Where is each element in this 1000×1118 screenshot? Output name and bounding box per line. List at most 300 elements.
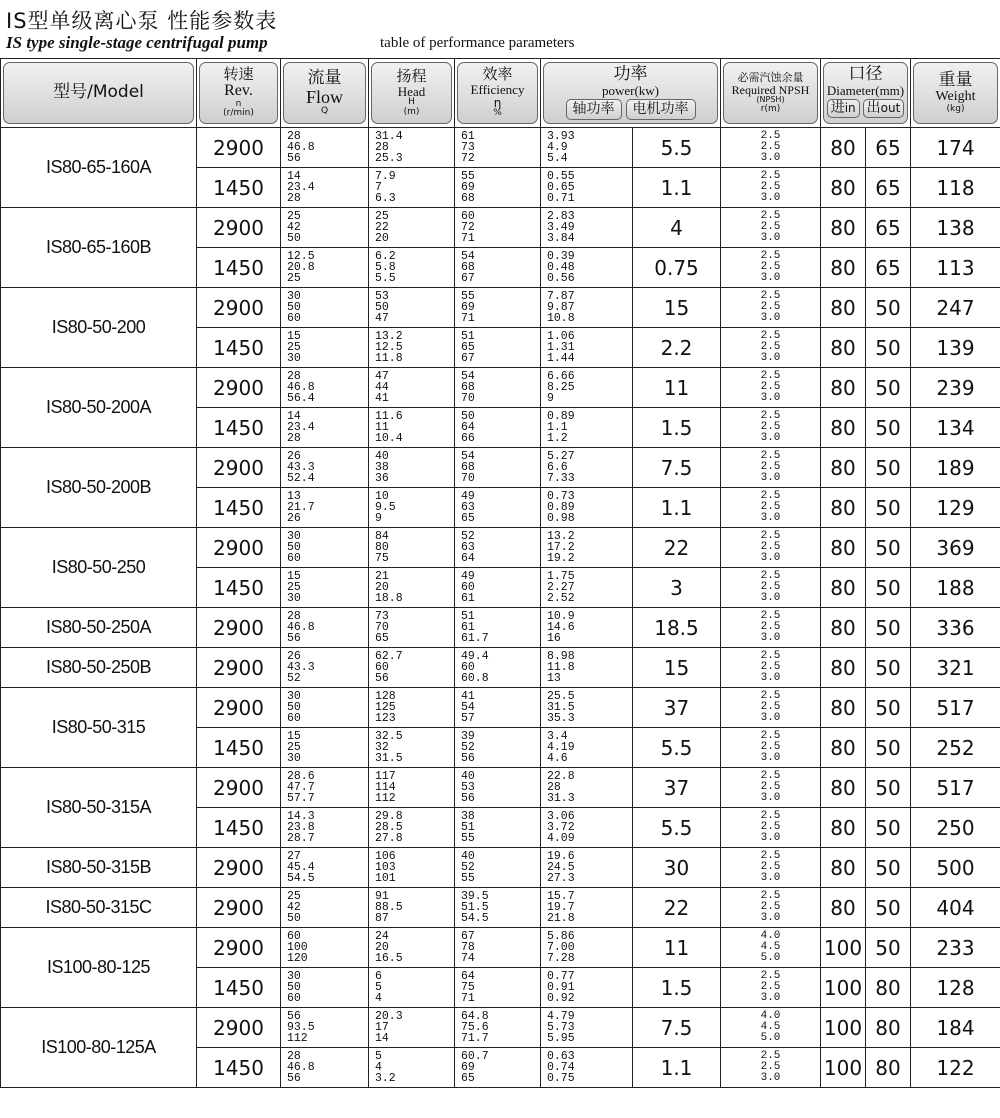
rev-cell: 1450 <box>197 488 281 528</box>
diameter-out-cell: 65 <box>866 128 911 168</box>
head-cell: 73 70 65 <box>369 608 455 648</box>
model-cell: IS100-80-125 <box>1 928 197 1008</box>
flow-cell: 26 43.3 52 <box>281 648 369 688</box>
diameter-out-cell: 50 <box>866 688 911 728</box>
model-cell: IS80-50-250 <box>1 528 197 608</box>
header-head-unit: (m) <box>403 106 420 117</box>
diameter-out-cell: 65 <box>866 208 911 248</box>
header-model <box>1 59 197 128</box>
weight-cell: 369 <box>911 528 1000 568</box>
motor-power-cell: 15 <box>633 288 721 328</box>
weight-cell: 250 <box>911 808 1000 848</box>
head-cell: 31.4 28 25.3 <box>369 128 455 168</box>
table-body <box>1 128 1000 1088</box>
header-rev <box>197 59 281 128</box>
header-eff-zh: 效率 <box>482 65 513 84</box>
head-cell: 53 50 47 <box>369 288 455 328</box>
header-wt-unit: (kg) <box>946 103 965 114</box>
efficiency-cell: 39 52 56 <box>455 728 541 768</box>
efficiency-cell: 61 73 72 <box>455 128 541 168</box>
header-efficiency <box>455 59 541 128</box>
header-npsh-unit: r(m) <box>760 103 781 114</box>
npsh-cell: 2.5 2.5 3.0 <box>721 608 821 648</box>
flow-cell: 25 42 50 <box>281 888 369 928</box>
flow-cell: 26 43.3 52.4 <box>281 448 369 488</box>
flow-cell: 15 25 30 <box>281 728 369 768</box>
weight-cell: 404 <box>911 888 1000 928</box>
motor-power-cell: 2.2 <box>633 328 721 368</box>
head-cell: 25 22 20 <box>369 208 455 248</box>
efficiency-cell: 67 78 74 <box>455 928 541 968</box>
efficiency-cell: 52 63 64 <box>455 528 541 568</box>
rev-cell: 1450 <box>197 1048 281 1088</box>
motor-power-cell: 11 <box>633 928 721 968</box>
motor-power-cell: 11 <box>633 368 721 408</box>
rev-cell: 2900 <box>197 208 281 248</box>
motor-power-cell: 1.5 <box>633 408 721 448</box>
rev-cell: 1450 <box>197 968 281 1008</box>
motor-power-cell: 0.75 <box>633 248 721 288</box>
diameter-in-cell: 80 <box>821 568 866 608</box>
flow-cell: 15 25 30 <box>281 328 369 368</box>
weight-cell: 128 <box>911 968 1000 1008</box>
flow-cell: 28.6 47.7 57.7 <box>281 768 369 808</box>
head-cell: 106 103 101 <box>369 848 455 888</box>
flow-cell: 30 50 60 <box>281 288 369 328</box>
efficiency-cell: 60 72 71 <box>455 208 541 248</box>
rev-cell: 2900 <box>197 1008 281 1048</box>
flow-cell: 30 50 60 <box>281 528 369 568</box>
header-weight <box>911 59 1000 128</box>
diameter-out-cell: 65 <box>866 168 911 208</box>
header-npsh-en: Required NPSH <box>731 82 810 97</box>
rev-cell: 2900 <box>197 128 281 168</box>
header-head-en: Head <box>397 83 426 99</box>
diameter-in-cell: 80 <box>821 728 866 768</box>
head-cell: 21 20 18.8 <box>369 568 455 608</box>
table-row <box>1 528 1000 568</box>
rev-cell: 1450 <box>197 568 281 608</box>
header-flow-sym: Q <box>320 105 329 116</box>
head-cell: 32.5 32 31.5 <box>369 728 455 768</box>
efficiency-cell: 51 61 61.7 <box>455 608 541 648</box>
diameter-in-cell: 100 <box>821 1008 866 1048</box>
diameter-out-cell: 50 <box>866 448 911 488</box>
efficiency-cell: 39.5 51.5 54.5 <box>455 888 541 928</box>
flow-cell: 28 46.8 56.4 <box>281 368 369 408</box>
model-cell: IS100-80-125A <box>1 1008 197 1088</box>
npsh-cell: 2.5 2.5 3.0 <box>721 968 821 1008</box>
model-cell: IS80-50-250B <box>1 648 197 688</box>
model-cell: IS80-50-315 <box>1 688 197 768</box>
header-head-sym: H <box>408 97 415 108</box>
flow-cell: 12.5 20.8 25 <box>281 248 369 288</box>
rev-cell: 1450 <box>197 408 281 448</box>
diameter-in-cell: 80 <box>821 408 866 448</box>
rev-cell: 2900 <box>197 288 281 328</box>
diameter-in-cell: 100 <box>821 1048 866 1088</box>
flow-cell: 15 25 30 <box>281 568 369 608</box>
shaft-power-cell: 3.4 4.19 4.6 <box>541 728 633 768</box>
flow-cell: 14 23.4 28 <box>281 408 369 448</box>
npsh-cell: 2.5 2.5 3.0 <box>721 688 821 728</box>
header-rev-unit: (r/min) <box>223 108 254 119</box>
diameter-out-cell: 50 <box>866 608 911 648</box>
npsh-cell: 2.5 2.5 3.0 <box>721 808 821 848</box>
weight-cell: 174 <box>911 128 1000 168</box>
header-flow <box>281 59 369 128</box>
npsh-cell: 2.5 2.5 3.0 <box>721 248 821 288</box>
table-row <box>1 848 1000 888</box>
flow-cell: 28 46.8 56 <box>281 128 369 168</box>
flow-cell: 28 46.8 56 <box>281 608 369 648</box>
head-cell: 29.8 28.5 27.8 <box>369 808 455 848</box>
head-cell: 5 4 3.2 <box>369 1048 455 1088</box>
motor-power-cell: 30 <box>633 848 721 888</box>
head-cell: 11.6 11 10.4 <box>369 408 455 448</box>
shaft-power-cell: 0.55 0.65 0.71 <box>541 168 633 208</box>
diameter-out-cell: 50 <box>866 928 911 968</box>
diameter-out-cell: 50 <box>866 808 911 848</box>
rev-cell: 2900 <box>197 928 281 968</box>
model-cell: IS80-65-160A <box>1 128 197 208</box>
flow-cell: 14.3 23.8 28.7 <box>281 808 369 848</box>
table-row <box>1 768 1000 808</box>
header-motor-power: 电机功率 <box>626 99 696 120</box>
model-cell: IS80-50-200 <box>1 288 197 368</box>
shaft-power-cell: 19.6 24.5 27.3 <box>541 848 633 888</box>
rev-cell: 1450 <box>197 328 281 368</box>
rev-cell: 1450 <box>197 728 281 768</box>
header-wt-zh: 重量 <box>938 70 973 91</box>
header-diameter <box>821 59 911 128</box>
shaft-power-cell: 6.66 8.25 9 <box>541 368 633 408</box>
efficiency-cell: 40 52 55 <box>455 848 541 888</box>
table-row <box>1 368 1000 408</box>
rev-cell: 2900 <box>197 448 281 488</box>
head-cell: 7.9 7 6.3 <box>369 168 455 208</box>
head-cell: 91 88.5 87 <box>369 888 455 928</box>
shaft-power-cell: 0.77 0.91 0.92 <box>541 968 633 1008</box>
header-eff-unit: % <box>493 108 502 119</box>
weight-cell: 122 <box>911 1048 1000 1088</box>
shaft-power-cell: 2.83 3.49 3.84 <box>541 208 633 248</box>
rev-cell: 1450 <box>197 248 281 288</box>
diameter-out-cell: 80 <box>866 968 911 1008</box>
flow-cell: 30 50 60 <box>281 688 369 728</box>
motor-power-cell: 37 <box>633 768 721 808</box>
npsh-cell: 2.5 2.5 3.0 <box>721 768 821 808</box>
header-flow-zh: 流量 <box>307 67 342 88</box>
shaft-power-cell: 15.7 19.7 21.8 <box>541 888 633 928</box>
title-english-subtitle: table of performance parameters <box>380 35 575 51</box>
shaft-power-cell: 0.63 0.74 0.75 <box>541 1048 633 1088</box>
weight-cell: 138 <box>911 208 1000 248</box>
diameter-out-cell: 50 <box>866 488 911 528</box>
diameter-in-cell: 80 <box>821 328 866 368</box>
rev-cell: 2900 <box>197 768 281 808</box>
model-cell: IS80-65-160B <box>1 208 197 288</box>
diameter-in-cell: 80 <box>821 888 866 928</box>
title-chinese: IS型单级离心泵 性能参数表 <box>6 9 278 33</box>
efficiency-cell: 64.8 75.6 71.7 <box>455 1008 541 1048</box>
weight-cell: 184 <box>911 1008 1000 1048</box>
diameter-in-cell: 80 <box>821 528 866 568</box>
header-wt-en: Weight <box>935 88 976 104</box>
motor-power-cell: 18.5 <box>633 608 721 648</box>
header-power-en: power(kw) <box>601 82 660 98</box>
weight-cell: 252 <box>911 728 1000 768</box>
header-rev-en: Rev. <box>224 82 253 100</box>
head-cell: 6 5 4 <box>369 968 455 1008</box>
header-eff-sym: η <box>493 95 502 110</box>
flow-cell: 25 42 50 <box>281 208 369 248</box>
header-eff-en: Efficiency <box>470 82 525 98</box>
weight-cell: 139 <box>911 328 1000 368</box>
head-cell: 24 20 16.5 <box>369 928 455 968</box>
npsh-cell: 2.5 2.5 3.0 <box>721 448 821 488</box>
head-cell: 84 80 75 <box>369 528 455 568</box>
flow-cell: 30 50 60 <box>281 968 369 1008</box>
weight-cell: 500 <box>911 848 1000 888</box>
table-row <box>1 688 1000 728</box>
flow-cell: 28 46.8 56 <box>281 1048 369 1088</box>
diameter-in-cell: 80 <box>821 608 866 648</box>
efficiency-cell: 55 69 68 <box>455 168 541 208</box>
diameter-in-cell: 80 <box>821 488 866 528</box>
diameter-in-cell: 80 <box>821 168 866 208</box>
model-cell: IS80-50-315B <box>1 848 197 888</box>
shaft-power-cell: 10.9 14.6 16 <box>541 608 633 648</box>
header-dia-zh: 口径 <box>848 64 883 84</box>
npsh-cell: 2.5 2.5 3.0 <box>721 408 821 448</box>
diameter-out-cell: 80 <box>866 1048 911 1088</box>
flow-cell: 56 93.5 112 <box>281 1008 369 1048</box>
motor-power-cell: 1.5 <box>633 968 721 1008</box>
head-cell: 40 38 36 <box>369 448 455 488</box>
diameter-in-cell: 80 <box>821 368 866 408</box>
npsh-cell: 2.5 2.5 3.0 <box>721 208 821 248</box>
shaft-power-cell: 5.27 6.6 7.33 <box>541 448 633 488</box>
shaft-power-cell: 0.73 0.89 0.98 <box>541 488 633 528</box>
diameter-in-cell: 80 <box>821 848 866 888</box>
npsh-cell: 2.5 2.5 3.0 <box>721 648 821 688</box>
weight-cell: 134 <box>911 408 1000 448</box>
npsh-cell: 2.5 2.5 3.0 <box>721 368 821 408</box>
shaft-power-cell: 25.5 31.5 35.3 <box>541 688 633 728</box>
weight-cell: 247 <box>911 288 1000 328</box>
table-row <box>1 448 1000 488</box>
efficiency-cell: 54 68 67 <box>455 248 541 288</box>
weight-cell: 239 <box>911 368 1000 408</box>
header-dia-en: Diameter(mm) <box>826 82 905 98</box>
weight-cell: 233 <box>911 928 1000 968</box>
head-cell: 6.2 5.8 5.5 <box>369 248 455 288</box>
motor-power-cell: 1.1 <box>633 1048 721 1088</box>
motor-power-cell: 22 <box>633 528 721 568</box>
title-english: IS type single-stage centrifugal pump <box>6 33 268 52</box>
npsh-cell: 2.5 2.5 3.0 <box>721 888 821 928</box>
diameter-in-cell: 80 <box>821 288 866 328</box>
weight-cell: 321 <box>911 648 1000 688</box>
rev-cell: 2900 <box>197 368 281 408</box>
motor-power-cell: 4 <box>633 208 721 248</box>
header-dia-in-zh: 进 <box>830 100 845 117</box>
diameter-out-cell: 50 <box>866 728 911 768</box>
npsh-cell: 2.5 2.5 3.0 <box>721 728 821 768</box>
header-npsh-zh: 必需汽蚀余量 <box>737 71 804 85</box>
head-cell: 117 114 112 <box>369 768 455 808</box>
table-row <box>1 128 1000 168</box>
diameter-out-cell: 50 <box>866 368 911 408</box>
head-cell: 10 9.5 9 <box>369 488 455 528</box>
diameter-in-cell: 80 <box>821 448 866 488</box>
efficiency-cell: 40 53 56 <box>455 768 541 808</box>
weight-cell: 129 <box>911 488 1000 528</box>
table-row <box>1 648 1000 688</box>
efficiency-cell: 64 75 71 <box>455 968 541 1008</box>
weight-cell: 517 <box>911 688 1000 728</box>
shaft-power-cell: 7.87 9.87 10.8 <box>541 288 633 328</box>
diameter-in-cell: 80 <box>821 688 866 728</box>
diameter-in-cell: 80 <box>821 128 866 168</box>
npsh-cell: 2.5 2.5 3.0 <box>721 1048 821 1088</box>
motor-power-cell: 15 <box>633 648 721 688</box>
performance-table <box>0 58 1000 1088</box>
table-row <box>1 288 1000 328</box>
diameter-out-cell: 50 <box>866 648 911 688</box>
motor-power-cell: 3 <box>633 568 721 608</box>
head-cell: 13.2 12.5 11.8 <box>369 328 455 368</box>
efficiency-cell: 60.7 69 65 <box>455 1048 541 1088</box>
diameter-out-cell: 65 <box>866 248 911 288</box>
rev-cell: 1450 <box>197 808 281 848</box>
weight-cell: 517 <box>911 768 1000 808</box>
diameter-in-cell: 80 <box>821 248 866 288</box>
motor-power-cell: 5.5 <box>633 808 721 848</box>
model-cell: IS80-50-315A <box>1 768 197 848</box>
rev-cell: 1450 <box>197 168 281 208</box>
flow-cell: 13 21.7 26 <box>281 488 369 528</box>
header-head <box>369 59 455 128</box>
model-cell: IS80-50-315C <box>1 888 197 928</box>
motor-power-cell: 1.1 <box>633 168 721 208</box>
header-head-zh: 扬程 <box>396 66 427 85</box>
npsh-cell: 2.5 2.5 3.0 <box>721 128 821 168</box>
header-shaft-power: 轴功率 <box>566 99 622 120</box>
diameter-in-cell: 80 <box>821 808 866 848</box>
table-row <box>1 208 1000 248</box>
rev-cell: 2900 <box>197 648 281 688</box>
table-row <box>1 928 1000 968</box>
shaft-power-cell: 1.75 2.27 2.52 <box>541 568 633 608</box>
header-npsh-sym: (NPSH) <box>756 95 785 105</box>
rev-cell: 2900 <box>197 888 281 928</box>
diameter-in-cell: 80 <box>821 208 866 248</box>
header-power-zh: 功率 <box>613 64 648 84</box>
model-cell: IS80-50-250A <box>1 608 197 648</box>
rev-cell: 2900 <box>197 528 281 568</box>
flow-cell: 60 100 120 <box>281 928 369 968</box>
header-dia-out-zh: 出 <box>866 100 881 117</box>
motor-power-cell: 7.5 <box>633 1008 721 1048</box>
diameter-in-cell: 100 <box>821 968 866 1008</box>
efficiency-cell: 49 60 61 <box>455 568 541 608</box>
header-flow-en: Flow <box>305 86 343 107</box>
efficiency-cell: 49 63 65 <box>455 488 541 528</box>
table-row <box>1 888 1000 928</box>
shaft-power-cell: 3.93 4.9 5.4 <box>541 128 633 168</box>
efficiency-cell: 50 64 66 <box>455 408 541 448</box>
rev-cell: 2900 <box>197 688 281 728</box>
diameter-in-cell: 100 <box>821 928 866 968</box>
npsh-cell: 4.0 4.5 5.0 <box>721 1008 821 1048</box>
shaft-power-cell: 0.89 1.1 1.2 <box>541 408 633 448</box>
rev-cell: 2900 <box>197 848 281 888</box>
rev-cell: 2900 <box>197 608 281 648</box>
npsh-cell: 2.5 2.5 3.0 <box>721 488 821 528</box>
shaft-power-cell: 8.98 11.8 13 <box>541 648 633 688</box>
diameter-in-cell: 80 <box>821 648 866 688</box>
shaft-power-cell: 1.06 1.31 1.44 <box>541 328 633 368</box>
head-cell: 20.3 17 14 <box>369 1008 455 1048</box>
motor-power-cell: 22 <box>633 888 721 928</box>
npsh-cell: 2.5 2.5 3.0 <box>721 168 821 208</box>
npsh-cell: 2.5 2.5 3.0 <box>721 328 821 368</box>
shaft-power-cell: 22.8 28 31.3 <box>541 768 633 808</box>
shaft-power-cell: 3.06 3.72 4.09 <box>541 808 633 848</box>
head-cell: 62.7 60 56 <box>369 648 455 688</box>
npsh-cell: 2.5 2.5 3.0 <box>721 528 821 568</box>
efficiency-cell: 54 68 70 <box>455 448 541 488</box>
efficiency-cell: 49.4 60 60.8 <box>455 648 541 688</box>
efficiency-cell: 38 51 55 <box>455 808 541 848</box>
efficiency-cell: 54 68 70 <box>455 368 541 408</box>
motor-power-cell: 5.5 <box>633 128 721 168</box>
npsh-cell: 2.5 2.5 3.0 <box>721 288 821 328</box>
efficiency-cell: 41 54 57 <box>455 688 541 728</box>
header-rev-sym: n <box>235 98 242 109</box>
header-rev-zh: 转速 <box>223 65 254 84</box>
npsh-cell: 2.5 2.5 3.0 <box>721 568 821 608</box>
diameter-out-cell: 50 <box>866 888 911 928</box>
weight-cell: 189 <box>911 448 1000 488</box>
table-header-row <box>1 59 1000 128</box>
efficiency-cell: 55 69 71 <box>455 288 541 328</box>
shaft-power-cell: 4.79 5.73 5.95 <box>541 1008 633 1048</box>
header-dia-out-en: out <box>880 101 901 116</box>
motor-power-cell: 37 <box>633 688 721 728</box>
head-cell: 47 44 41 <box>369 368 455 408</box>
weight-cell: 118 <box>911 168 1000 208</box>
table-row <box>1 608 1000 648</box>
flow-cell: 14 23.4 28 <box>281 168 369 208</box>
diameter-out-cell: 50 <box>866 568 911 608</box>
weight-cell: 336 <box>911 608 1000 648</box>
diameter-out-cell: 50 <box>866 408 911 448</box>
header-npsh <box>721 59 821 128</box>
motor-power-cell: 1.1 <box>633 488 721 528</box>
weight-cell: 188 <box>911 568 1000 608</box>
npsh-cell: 2.5 2.5 3.0 <box>721 848 821 888</box>
npsh-cell: 4.0 4.5 5.0 <box>721 928 821 968</box>
header-power <box>541 59 721 128</box>
flow-cell: 27 45.4 54.5 <box>281 848 369 888</box>
shaft-power-cell: 5.86 7.00 7.28 <box>541 928 633 968</box>
header-dia-in-en: in <box>844 101 856 116</box>
model-cell: IS80-50-200A <box>1 368 197 448</box>
diameter-in-cell: 80 <box>821 768 866 808</box>
